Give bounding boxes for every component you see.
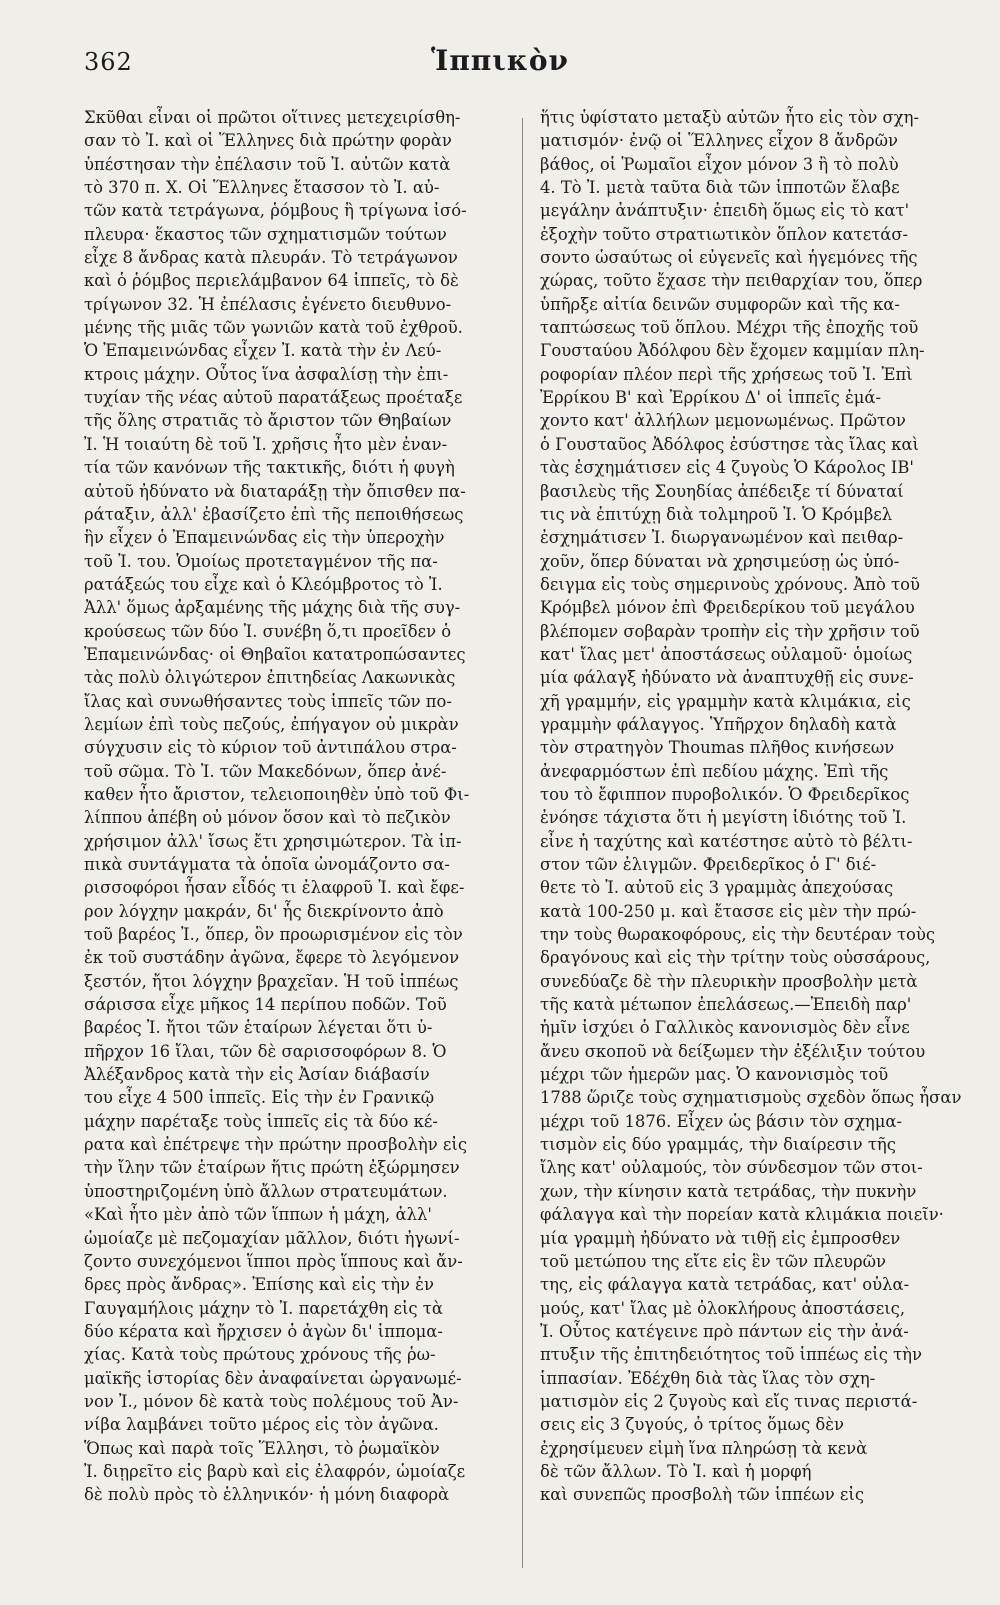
- text-line: βλέπομεν σοβαρὰν τροπὴν εἰς τὴν χρῆσιν τοῦ: [540, 621, 920, 641]
- text-line: Σκῦθαι εἶναι οἱ πρῶτοι οἵτινες μετεχειρίσθη-: [84, 108, 461, 127]
- text-line: Ἀλέξανδρος κατὰ τὴν εἰς Ἀσίαν διάβασίν: [84, 1065, 430, 1085]
- text-line: Ἐπαμεινώνδας· οἱ Θηβαῖοι κατατροπώσαντες: [84, 644, 466, 664]
- text-line: Ἐρρίκου Β' καὶ Ἐρρίκου Δ' οἱ ἱππεῖς ἐμά-: [540, 388, 882, 408]
- text-line: τοῦ μετώπου της εἴτε εἰς ἓν τῶν πλευρῶν: [540, 1251, 886, 1271]
- text-line: νον Ἰ., μόνον δὲ κατὰ τοὺς πολέμους τοῦ Ἀν-: [84, 1391, 459, 1411]
- text-line: μαϊκῆς ἱστορίας δὲν ἀναφαίνεται ὠργανωμέ-: [84, 1368, 462, 1388]
- text-line: δὲ τῶν ἄλλων. Τὸ Ἰ. καὶ ἡ μορφή: [540, 1461, 812, 1481]
- text-line: καὶ συνεπῶς προσβολὴ τῶν ἱππέων εἰς: [540, 1485, 865, 1505]
- text-line: σεις εἰς 3 ζυγούς, ὁ τρίτος ὅμως δὲν: [540, 1415, 844, 1435]
- text-line: σάρισσα εἶχε μῆκος 14 περίπου ποδῶν. Τοῦ: [84, 995, 447, 1015]
- text-line: ἀνεφαρμόστων ἐπὶ πεδίου μάχης. Ἐπὶ τῆς: [540, 761, 889, 781]
- text-line: τοῦ Ἰ. του. Ὁμοίως προτεταγμένον τῆς πα-: [84, 551, 438, 571]
- text-line: γραμμὴν φάλαγγος. Ὑπῆρχον δηλαδὴ κατὰ: [540, 714, 897, 734]
- text-line: μία γραμμὴ ἠδύνατο νὰ τιθῇ εἰς ἐμπροσθεν: [540, 1228, 901, 1248]
- text-line: εἶχε 8 ἄνδρας κατὰ πλευράν. Τὸ τετράγωνον: [84, 248, 458, 268]
- text-line: ἐσχημάτισεν Ἰ. διωργανωμένον καὶ πειθαρ-: [540, 528, 904, 548]
- text-line: ὑπέστησαν τὴν ἐπέλασιν τοῦ Ἰ. αὐτῶν κατὰ: [84, 154, 451, 174]
- text-line: χίας. Κατὰ τοὺς πρώτους χρόνους τῆς ῥω-: [84, 1345, 436, 1365]
- text-line: λεμίων ἐπὶ τοὺς πεζούς, ἐπήγαγον οὐ μικρὰν: [84, 714, 459, 734]
- text-line: τισμὸν εἰς δύο γραμμάς, τὴν διαίρεσιν τῆς: [540, 1135, 896, 1155]
- text-line: 4. Τὸ Ἰ. μετὰ ταῦτα διὰ τῶν ἱπποτῶν ἔλαβε: [540, 178, 900, 198]
- text-line: ὡμοίαζε μὲ πεζομαχίαν μᾶλλον, διότι ἠγωνί-: [84, 1228, 460, 1248]
- text-line: ματισμὸν εἰς 2 ζυγοὺς καὶ εἴς τινας περιστά-: [540, 1391, 918, 1411]
- text-line: ὁ Γουσταῦος Ἀδόλφος ἐσύστησε τὰς ἴλας καὶ: [540, 434, 919, 454]
- text-line: Γουσταύου Ἀδόλφου δὲν ἔχομεν καμμίαν πλη-: [540, 341, 925, 361]
- text-line: «Καὶ ἦτο μὲν ἀπὸ τῶν ἵππων ἡ μάχη, ἀλλ': [84, 1205, 432, 1225]
- text-line: εἶνε ἡ ταχύτης καὶ κατέστησε αὐτὸ τὸ βέλτι-: [540, 831, 913, 851]
- text-line: τὴν ἴλην τῶν ἑταίρων ἥτις πρώτη ἐξώρμησεν: [84, 1158, 460, 1178]
- text-line: μούς, κατ' ἴλας μὲ ὁλοκλήρους ἀποστάσεις,: [540, 1298, 906, 1318]
- text-line: Κρόμβελ μόνον ἐπὶ Φρειδερίκου τοῦ μεγάλου: [540, 598, 915, 618]
- text-line: χώρας, τοῦτο ἔχασε τὴν πειθαρχίαν του, ὅπερ: [540, 271, 923, 291]
- text-line: καθεν ἦτο ἄριστον, τελειοποιηθὲν ὑπὸ τοῦ Φι-: [84, 784, 470, 804]
- text-line: τῆς ὅλης στρατιᾶς τὸ ἄριστον τῶν Θηβαίων: [84, 411, 452, 431]
- text-line: χοῦν, ὅπερ δύναται νὰ χρησιμεύσῃ ὡς ὑπό-: [540, 551, 900, 571]
- text-line: αὐτοῦ ἠδύνατο νὰ διαταράξῃ τὴν ὄπισθεν πα-: [84, 481, 466, 501]
- text-line: ἴλας καὶ συνωθήσαντες τοὺς ἱππεῖς τῶν πο-: [84, 691, 452, 711]
- text-line: μεγάλην ἀνάπτυξιν· ἐπειδὴ ὅμως εἰς τὸ κατ': [540, 201, 910, 221]
- text-line: κατ' ἴλας μετ' ἀποστάσεως οὐλαμοῦ· ὁμοίως: [540, 644, 913, 664]
- text-line: τρίγωνον 32. Ἡ ἐπέλασις ἐγένετο διευθυνο-: [84, 294, 452, 314]
- text-line: πτυξιν τῆς ἐπιτηδειότητος τοῦ ἱππέως εἰς τὴν: [540, 1345, 922, 1365]
- text-line: τία τῶν κανόνων τῆς τακτικῆς, διότι ἡ φυγὴ: [84, 458, 455, 478]
- text-line: τὰς ἐσχημάτισεν εἰς 4 ζυγοὺς Ὁ Κάρολος ΙΒ': [540, 458, 914, 478]
- text-line: ἣν εἶχεν ὁ Ἐπαμεινώνδας εἰς τὴν ὑπεροχὴν: [84, 528, 445, 548]
- text-line: μία φάλαγξ ἠδύνατο νὰ ἀναπτυχθῇ εἰς συνε-: [540, 668, 914, 688]
- left-text-column: [84, 106, 504, 1586]
- text-line: ἥτις ὑφίστατο μεταξὺ αὐτῶν ἦτο εἰς τὸν σχη-: [540, 108, 920, 127]
- text-line: θετε τὸ Ἰ. αὐτοῦ εἰς 3 γραμμὰς ἀπεχούσας: [540, 878, 894, 898]
- text-line: Ἰ. Ἡ τοιαύτη δὲ τοῦ Ἰ. χρῆσις ἦτο μὲν ἐναν-: [84, 434, 448, 454]
- running-head: Ἱππικὸν: [431, 44, 569, 77]
- text-line: του τὸ ἔφιππον πυροβολικόν. Ὁ Φρειδερῖκος: [540, 784, 910, 804]
- page-number: 362: [84, 48, 133, 76]
- text-line: φάλαγγα καὶ τὴν πορείαν κατὰ κλιμάκια ποιεῖν·: [540, 1205, 944, 1225]
- column-divider: [522, 118, 523, 1568]
- text-line: ρισσοφόροι ἦσαν εἶδός τι ἐλαφροῦ Ἰ. καὶ ἔφε-: [84, 878, 465, 898]
- text-line: τοῦ σῶμα. Τὸ Ἰ. τῶν Μακεδόνων, ὅπερ ἀνέ-: [84, 761, 447, 781]
- text-line: στον τῶν ἐλιγμῶν. Φρειδερῖκος ὁ Γ' διέ-: [540, 855, 877, 874]
- text-line: ἐκ τοῦ συστάδην ἀγῶνα, ἔφερε τὸ λεγόμενον: [84, 948, 460, 968]
- text-line: τὸν στρατηγὸν Thoumas πλῆθος κινήσεων: [540, 738, 895, 758]
- text-line: ρον λόγχην μακράν, δι' ἧς διεκρίνοντο ἀπὸ: [84, 901, 444, 921]
- text-line: σύγχυσιν εἰς τὸ κύριον τοῦ ἀντιπάλου στρα-: [84, 738, 457, 758]
- text-line: μένης τῆς μιᾶς τῶν γωνιῶν κατὰ τοῦ ἐχθροῦ.: [84, 318, 463, 338]
- right-text-column: [540, 106, 962, 1586]
- text-line: κατὰ 100-250 μ. καὶ ἔτασσε εἰς μὲν τὴν πρώ-: [540, 901, 917, 921]
- text-line: ταπτώσεως τοῦ ὅπλου. Μέχρι τῆς ἐποχῆς τοῦ: [540, 318, 919, 338]
- text-line: την τοὺς θωρακοφόρους, εἰς τὴν δευτέραν τοὺς: [540, 925, 936, 945]
- text-line: δραγόνους καὶ εἰς τὴν τρίτην τοὺς οὐσσάρους,: [540, 948, 931, 968]
- text-line: Ἰ. διῃρεῖτο εἰς βαρὺ καὶ εἰς ἐλαφρόν, ὡμοίαζε: [84, 1461, 466, 1481]
- text-line: ἴλης κατ' οὐλαμούς, τὸν σύνδεσμον τῶν στοι-: [540, 1158, 923, 1178]
- text-line: ἡμῖν ἰσχύει ὁ Γαλλικὸς κανονισμὸς δὲν εἶνε: [540, 1018, 910, 1038]
- text-line: Ὁ Ἐπαμεινώνδας εἶχεν Ἰ. κατὰ τὴν ἐν Λεύ-: [84, 341, 442, 361]
- text-line: χοντο κατ' ἀλλήλων μεμονωμένως. Πρῶτον: [540, 411, 906, 431]
- text-line: τῶν κατὰ τετράγωνα, ῥόμβους ἢ τρίγωνα ἰσό-: [84, 201, 467, 221]
- text-line: ματισμόν· ἐνῷ οἱ Ἕλληνες εἶχον 8 ἄνδρῶν: [540, 131, 898, 151]
- text-line: ἐχρησίμευεν εἰμὴ ἵνα πληρώσῃ τὰ κενὰ: [540, 1438, 868, 1458]
- text-line: ρατάξεώς του εἶχε καὶ ὁ Κλεόμβροτος τὸ Ἰ.: [84, 574, 443, 594]
- text-line: του εἶχε 4 500 ἱππεῖς. Εἰς τὴν ἐν Γρανικῷ: [84, 1088, 435, 1108]
- text-line: ἱππασίαν. Ἐδέχθη διὰ τὰς ἴλας τὸν σχη-: [540, 1368, 876, 1388]
- text-line: τυχίαν τῆς νέας αὐτοῦ παρατάξεως προέταξε: [84, 388, 463, 408]
- text-line: δειγμα εἰς τοὺς σημερινοὺς χρόνους. Ἀπὸ τοῦ: [540, 574, 920, 594]
- text-line: κτροις μάχην. Οὗτος ἵνα ἀσφαλίσῃ τὴν ἐπι-: [84, 364, 449, 384]
- text-line: καὶ ὁ ῥόμβος περιελάμβανον 64 ἱππεῖς, τὸ δὲ: [84, 271, 459, 291]
- text-line: τῆς κατὰ μέτωπον ἐπελάσεως.—Ἐπειδὴ παρ': [540, 995, 912, 1015]
- text-line: τὸ 370 π. Χ. Οἱ Ἕλληνες ἔτασσον τὸ Ἰ. αὐ-: [84, 178, 440, 198]
- text-line: πλευρα· ἕκαστος τῶν σχηματισμῶν τούτων: [84, 224, 447, 244]
- text-line: χρήσιμον ἀλλ' ἴσως ἔτι χρησιμώτερον. Τὰ ἱπ-: [84, 831, 462, 851]
- text-line: ἐνόησε τάχιστα ὅτι ἡ μεγίστη ἰδιότης τοῦ Ἰ.: [540, 808, 907, 828]
- text-line: ἄνευ σκοποῦ νὰ δείξωμεν τὴν ἐξέλιξιν τούτου: [540, 1041, 926, 1061]
- text-line: τοῦ βαρέος Ἰ., ὅπερ, ὃν προωρισμένον εἰς τὸν: [84, 925, 463, 945]
- text-line: μάχην παρέταξε τοὺς ἱππεῖς εἰς τὰ δύο κέ-: [84, 1111, 438, 1131]
- text-line: ξεστόν, ἤτοι λόγχην βραχεῖαν. Ἡ τοῦ ἱππέως: [84, 971, 459, 991]
- text-line: 1788 ὥριζε τοὺς σχηματισμοὺς σχεδὸν ὅπως ἦσαν: [540, 1088, 962, 1108]
- text-line: βάθος, οἱ Ῥωμαῖοι εἶχον μόνον 3 ἢ τὸ πολὺ: [540, 154, 899, 174]
- text-line: νίβα λαμβάνει τοῦτο μέρος εἰς τὸν ἀγῶνα.: [84, 1415, 439, 1435]
- text-line: δύο κέρατα καὶ ἤρχισεν ὁ ἀγὼν δι' ἱππομα-: [84, 1321, 443, 1341]
- text-line: δὲ πολὺ πρὸς τὸ ἑλληνικόν· ἡ μόνη διαφορὰ: [84, 1485, 450, 1505]
- text-line: συνεδύαζε δὲ τὴν πλευρικὴν προσβολὴν μετὰ: [540, 971, 918, 991]
- text-line: σοντο ὡσαύτως οἱ εὐγενεῖς καὶ ἡγεμόνες τῆς: [540, 248, 918, 268]
- text-line: ρατα καὶ ἐπέτρεψε τὴν πρώτην προσβολὴν εἰς: [84, 1135, 467, 1155]
- text-line: Ἀλλ' ὅμως ἀρξαμένης τῆς μάχης διὰ τῆς συγ-: [84, 598, 461, 618]
- text-line: τις νὰ ἐπιτύχῃ διὰ τολμηροῦ Ἰ. Ὁ Κρόμβελ: [540, 504, 893, 524]
- text-line: μέχρι τοῦ 1876. Εἶχεν ὡς βάσιν τὸν σχημα-: [540, 1111, 902, 1131]
- text-line: ὑπῆρξε αἰτία δεινῶν συμφορῶν καὶ τῆς κα-: [540, 294, 900, 314]
- text-line: πῆρχον 16 ἴλαι, τῶν δὲ σαρισσοφόρων 8. Ὁ: [84, 1041, 447, 1061]
- text-line: σαν τὸ Ἰ. καὶ οἱ Ἕλληνες διὰ πρώτην φορὰν: [84, 131, 452, 151]
- text-line: Ὅπως καὶ παρὰ τοῖς Ἕλλησι, τὸ ῥωμαϊκὸν: [84, 1438, 440, 1458]
- text-line: κρούσεως τῶν δύο Ἰ. συνέβη ὅ,τι προεῖδεν ὁ: [84, 621, 452, 641]
- text-line: βαρέος Ἰ. ἤτοι τῶν ἑταίρων λέγεται ὅτι ὑ-: [84, 1018, 433, 1038]
- text-line: της, εἰς φάλαγγα κατὰ τετράδας, κατ' οὐλα-: [540, 1275, 910, 1295]
- text-line: μέχρι τῶν ἡμερῶν μας. Ὁ κανονισμὸς τοῦ: [540, 1065, 889, 1085]
- text-line: λίππου ἀπέβη οὐ μόνον ὅσον καὶ τὸ πεζικὸν: [84, 808, 451, 828]
- text-line: ροφορίαν πλέον περὶ τῆς χρήσεως τοῦ Ἰ. Ἐπὶ: [540, 364, 913, 384]
- text-line: Ἰ. Οὗτος κατέγεινε πρὸ πάντων εἰς τὴν ἀνά-: [540, 1321, 909, 1341]
- text-line: ράταξιν, ἀλλ' ἐβασίζετο ἐπὶ τῆς πεποιθήσεως: [84, 504, 464, 524]
- text-line: τὰς πολὺ ὀλιγώτερον ἐπιτηδείας Λακωνικὰς: [84, 668, 456, 688]
- text-line: βασιλεὺς τῆς Σουηδίας ἀπέδειξε τί δύναταί: [540, 481, 904, 501]
- text-line: ἐξοχὴν τοῦτο στρατιωτικὸν ὅπλον κατετάσ-: [540, 224, 909, 244]
- text-line: πικὰ συντάγματα τὰ ὁποῖα ὠνομάζοντο σα-: [84, 855, 450, 874]
- text-line: χῆ γραμμήν, εἰς γραμμὴν κατὰ κλιμάκια, εἰς: [540, 691, 911, 711]
- text-line: χων, τὴν κίνησιν κατὰ τετράδας, τὴν πυκνὴν: [540, 1181, 917, 1201]
- text-line: ζοντο συνεχόμενοι ἵπποι πρὸς ἵππους καὶ ἄν-: [84, 1251, 463, 1271]
- text-line: Γαυγαμήλοις μάχην τὸ Ἰ. παρετάχθη εἰς τὰ: [84, 1298, 443, 1318]
- text-line: δρες πρὸς ἄνδρας». Ἐπίσης καὶ εἰς τὴν ἐν: [84, 1275, 434, 1295]
- text-line: ὑποστηριζομένη ὑπὸ ἄλλων στρατευμάτων.: [84, 1181, 448, 1201]
